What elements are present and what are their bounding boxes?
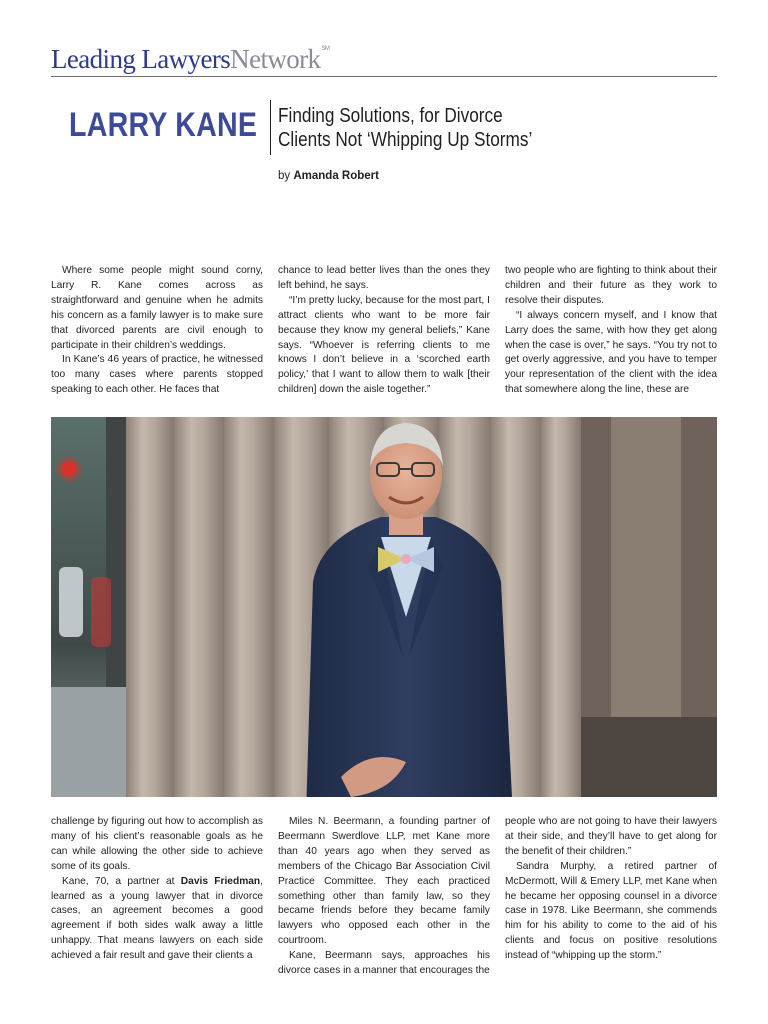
article-paragraph: Where some people might sound corny, Larry R. Kane comes across as straightforward and genuine when he admits his concern as a family lawyer is to make sure that divorced parents are civil enough to participate in their children’s weddings.: [51, 265, 263, 351]
article-paragraph: chance to lead better lives than the ones they left behind, he says.: [278, 265, 490, 291]
byline-prefix: by: [278, 170, 291, 182]
article-paragraph: [51, 875, 263, 964]
byline: [278, 170, 379, 182]
article-paragraph: “I always concern myself, and I know that Larry does the same, with how they get along when the case is over,” he says. “You try not to get overly aggressive, and you have to temper your representation of the client with the idea that somewhere along the line, these are: [505, 309, 717, 396]
article-column: [278, 815, 490, 985]
author-name: Amanda Robert: [293, 170, 379, 182]
article-paragraph: “I’m pretty lucky, because for the most part, I attract clients who want to be more fair because they know my general beliefs,” Kane says. “Whoever is referring clients to me knows I don’t believe in a ‘scorched earth policy,’ that I want to allow them to walk [their children] down the aisle together.”: [278, 294, 490, 396]
paragraph-text: Kane, 70, a partner at: [62, 875, 181, 887]
masthead-logo: [51, 44, 329, 75]
article-paragraph: Miles N. Beermann, a founding partner of Beermann Swerdlove LLP, met Kane more than 40 years ago when they served as members of the Chicago Bar Association Civil Practice Committee. They each practiced something other than family law, so they became friends before they became family lawyers who opposed each other in the courtroom.: [278, 816, 490, 947]
firm-name: Davis Friedman: [180, 875, 261, 887]
article-column: [51, 264, 263, 400]
masthead-rule: [51, 76, 717, 77]
article-paragraph: two people who are fighting to think about their children and their future as they work to resolve their disputes.: [505, 265, 717, 306]
brand-name-light: Network: [230, 44, 321, 74]
paragraph-text: , learned as a young lawyer that in divorce cases, an agreement becomes a good agreement if both sides walk away a little unhappy. That means lawyers on each side achieved a fair result and gave their clients a: [51, 875, 263, 962]
article-deck: [278, 104, 532, 152]
article-paragraph: Sandra Murphy, a retired partner of McDermott, Will & Emery LLP, met Kane when he became her opposing counsel in a divorce case in 1978. Like Beermann, she commends him for his ability to come to the aid of his clients and focus on positive resolutions instead of “whipping up the storm.”: [505, 860, 717, 962]
headline-divider: [270, 100, 271, 155]
article-subject: LARRY KANE: [69, 106, 258, 144]
article-column: [505, 264, 717, 400]
article-column: [278, 264, 490, 400]
deck-line: Finding Solutions, for Divorce: [278, 105, 503, 127]
article-paragraph: people who are not going to have their lawyers at their side, and they’ll have to get along for the benefit of their children.”: [505, 816, 717, 857]
portrait-photo: [51, 417, 717, 797]
article-column: [505, 815, 717, 985]
article-column: [51, 815, 263, 985]
article-paragraph: In Kane’s 46 years of practice, he witnessed too many cases where parents stopped speaking to each other. He faces that: [51, 354, 263, 396]
article-paragraph: Kane, Beermann says, approaches his divorce cases in a manner that encourages the: [278, 950, 490, 977]
service-mark: SM: [321, 46, 330, 52]
brand-name-bold: Leading Lawyers: [51, 44, 231, 74]
deck-line: Clients Not ‘Whipping Up Storms’: [278, 129, 533, 151]
article-paragraph: challenge by figuring out how to accomplish as many of his client’s reasonable goals as he can while allowing the other side to achieve some of its goals.: [51, 816, 263, 872]
